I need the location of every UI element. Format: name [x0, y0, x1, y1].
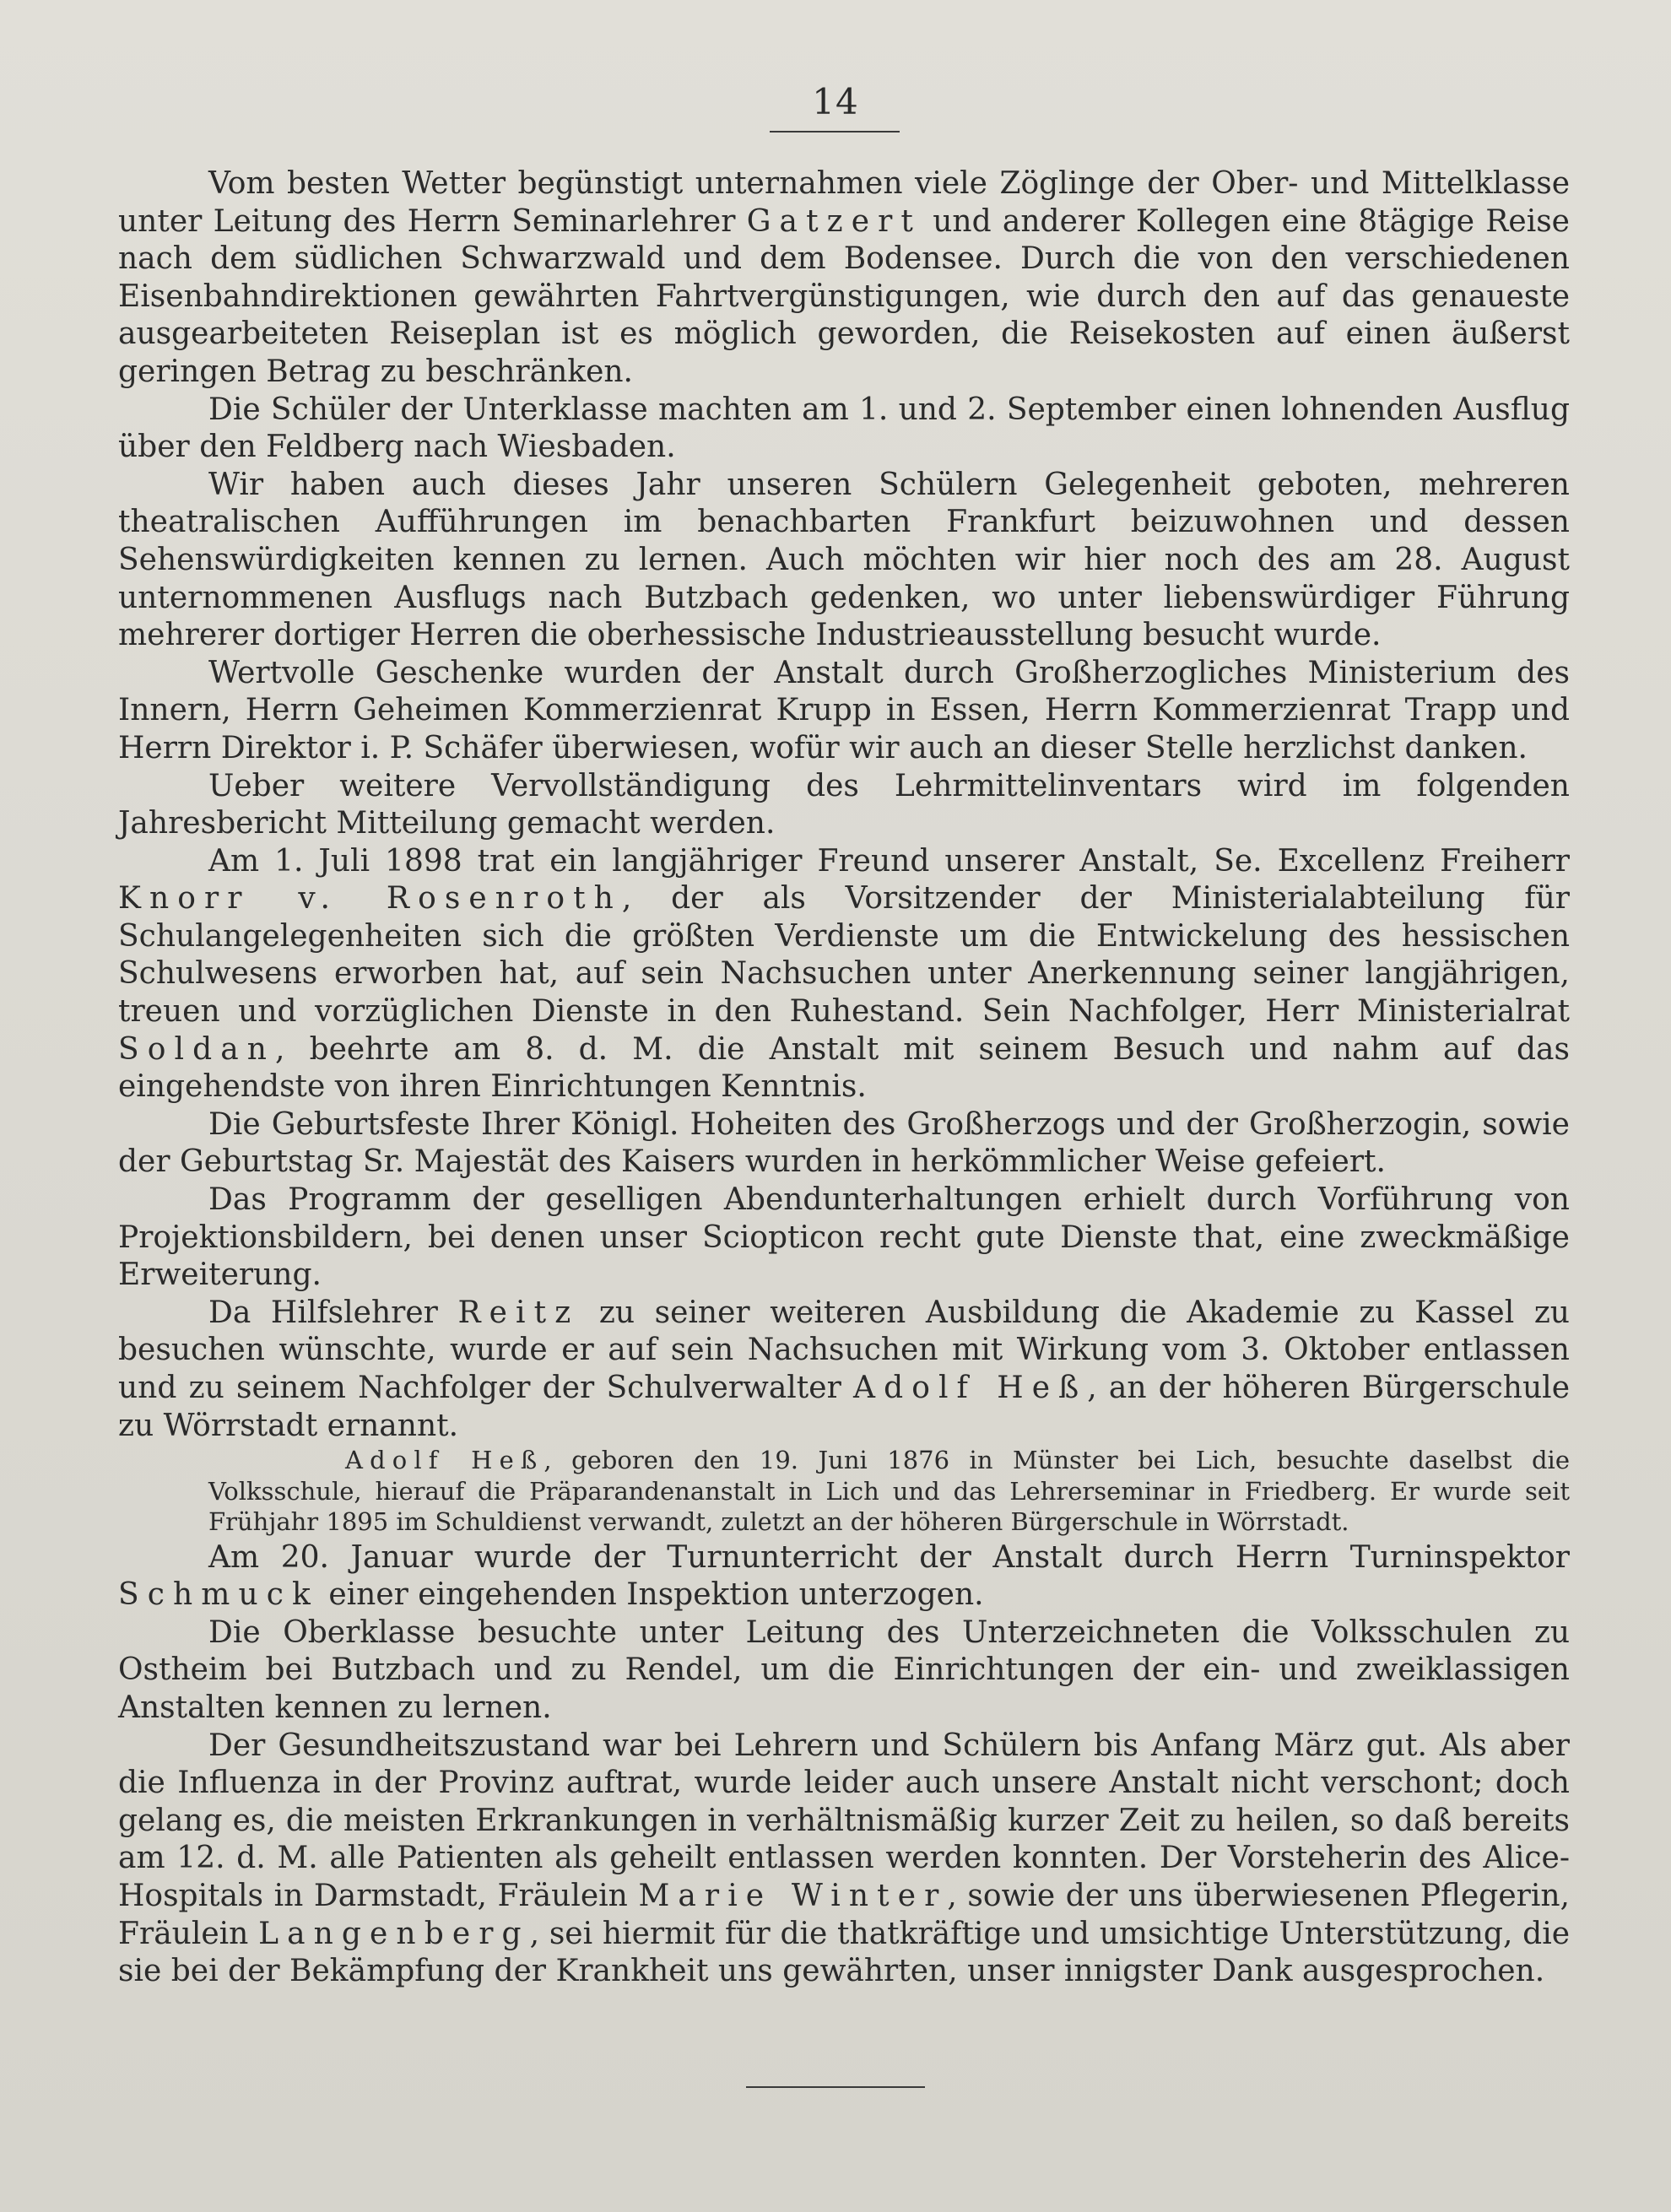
name-marie-winter: Marie Winter: [638, 1879, 948, 1914]
page-number: 14: [812, 81, 859, 122]
footnote-adolf-hess: Adolf Heß, geboren den 19. Juni 1876 in Münster bei Lich, besuchte daselbst die Volksschule, hierauf die Präparandenanstalt in Lich und das Lehrerseminar in Friedberg. Er wurde seit Frühjahr 1895 im Schuldienst verwandt, zuletzt an der höheren Bürgerschule in Wörrstadt.: [208, 1446, 1570, 1537]
paragraph-teaching-inventory: Ueber weitere Vervollständigung des Lehrmittelinventars wird im folgenden Jahresbericht Mitteilung gemacht werden.: [118, 768, 1570, 841]
paragraph-teacher-change: Da Hilfslehrer Reitz zu seiner weiteren Ausbildung die Akademie zu Kassel zu besuchen wünschte, wurde er auf sein Nachsuchen mit Wirkung vom 3. Oktober entlassen und zu seinem Nachfolger der Schulverwalter Adolf Heß, an der höheren Bürgerschule zu Wörrstadt ernannt.: [118, 1295, 1570, 1443]
paragraph-theatre-visits: Wir haben auch dieses Jahr unseren Schülern Gelegenheit geboten, mehreren theatralischen Aufführungen im benachbarten Frankfurt beizuwohnen und dessen Sehenswürdigkeiten kennen zu lernen. Auch möchten wir hier noch des am 28. August unternommenen Ausflugs nach Butzbach gedenken, wo unter liebenswürdiger Führung mehrerer dortiger Herren die oberhessische Industrieausstellung besucht wurde.: [118, 467, 1570, 653]
paragraph-gifts: Wertvolle Geschenke wurden der Anstalt durch Großherzogliches Ministerium des Innern, Herrn Geheimen Kommerzienrat Krupp in Essen, Herrn Kommerzienrat Trapp und Herrn Direktor i. P. Schäfer überwiesen, wofür wir auch an dieser Stelle herzlichst danken.: [118, 655, 1570, 765]
name-gatzert: Gatzert: [746, 203, 922, 239]
name-adolf-hess: Adolf Heß: [853, 1371, 1088, 1405]
paragraph-health: Der Gesundheitszustand war bei Lehrern und Schülern bis Anfang März gut. Als aber die Influenza in der Provinz auftrat, wurde leider auch unsere Anstalt nicht verschont; doch gelang es, die meisten Erkrankungen in verhältnismäßig kurzer Zeit zu heilen, so daß bereits am 12. d. M. alle Patienten als geheilt entlassen werden konnten. Der Vorsteherin des Alice-Hospitals in Darmstadt, Fräulein Marie Winter, sowie der uns überwiesenen Pflegerin, Fräulein Langenberg, sei hiermit für die thatkräftige und umsichtige Unterstützung, die sie bei der Bekämpfung der Krankheit uns gewährten, unser innigster Dank ausgesprochen.: [118, 1728, 1571, 1989]
paragraph-school-visits: Die Oberklasse besuchte unter Leitung des Unterzeichneten die Volksschulen zu Ostheim bei Butzbach und zu Rendel, um die Einrichtungen der ein- und zweiklassigen Anstalten kennen zu lernen.: [118, 1614, 1570, 1726]
name-langenberg: Langenberg: [258, 1916, 530, 1951]
paragraph-birthday-celebrations: Die Geburtsfeste Ihrer Königl. Hoheiten des Großherzogs und der Großherzogin, sowie der Geburtstag Sr. Majestät des Kaisers wurden in herkömmlicher Weise gefeiert.: [118, 1106, 1570, 1180]
paragraph-school-trip: Vom besten Wetter begünstigt unternahmen viele Zöglinge der Ober- und Mittelklasse unter Leitung des Herrn Seminarlehrer Gatzert und anderer Kollegen eine 8tägige Reise nach dem südlichen Schwarzwald und dem Bodensee. Durch die von den verschiedenen Eisenbahndirektionen gewährten Fahrtvergünstigungen, wie durch den auf das genaueste ausgearbeiteten Reiseplan ist es möglich geworden, die Reisekosten auf einen äußerst geringen Betrag zu beschränken.: [118, 166, 1570, 389]
closing-rule: [746, 2086, 925, 2088]
page-number-underline: [770, 131, 900, 133]
document-body: [118, 165, 1570, 1991]
paragraph-feldberg-excursion: Die Schüler der Unterklasse machten am 1. und 2. September einen lohnenden Ausflug über den Feldberg nach Wiesbaden.: [118, 392, 1570, 465]
name-knorr-rosenroth: Knorr v. Rosenroth: [118, 881, 622, 917]
paragraph-evening-entertainment: Das Programm der geselligen Abendunterhaltungen erhielt durch Vorführung von Projektionsbildern, bei denen unser Sciopticon recht gute Dienste that, eine zweckmäßige Erweiterung.: [118, 1182, 1570, 1293]
name-reitz: Reitz: [457, 1295, 580, 1330]
paragraph-retirement: Am 1. Juli 1898 trat ein langjähriger Freund unserer Anstalt, Se. Excellenz Freiherr Knorr v. Rosenroth, der als Vorsitzender der Ministerialabteilung für Schulangelegenheiten sich die größten Verdienste um die Entwickelung des hessischen Schulwesens erworben hat, auf sein Nachsuchen unter Anerkennung seiner langjährigen, treuen und vorzüglichen Dienste in den Ruhestand. Sein Nachfolger, Herr Ministerialrat Soldan, beehrte am 8. d. M. die Anstalt mit seinem Besuch und nahm auf das eingehendste von ihren Einrichtungen Kenntnis.: [118, 843, 1570, 1105]
paragraph-gym-inspection: Am 20. Januar wurde der Turnunterricht der Anstalt durch Herrn Turninspektor Schmuck einer eingehenden Inspektion unterzogen.: [118, 1539, 1570, 1613]
name-schmuck: Schmuck: [118, 1577, 319, 1613]
name-soldan: Soldan: [118, 1031, 276, 1067]
